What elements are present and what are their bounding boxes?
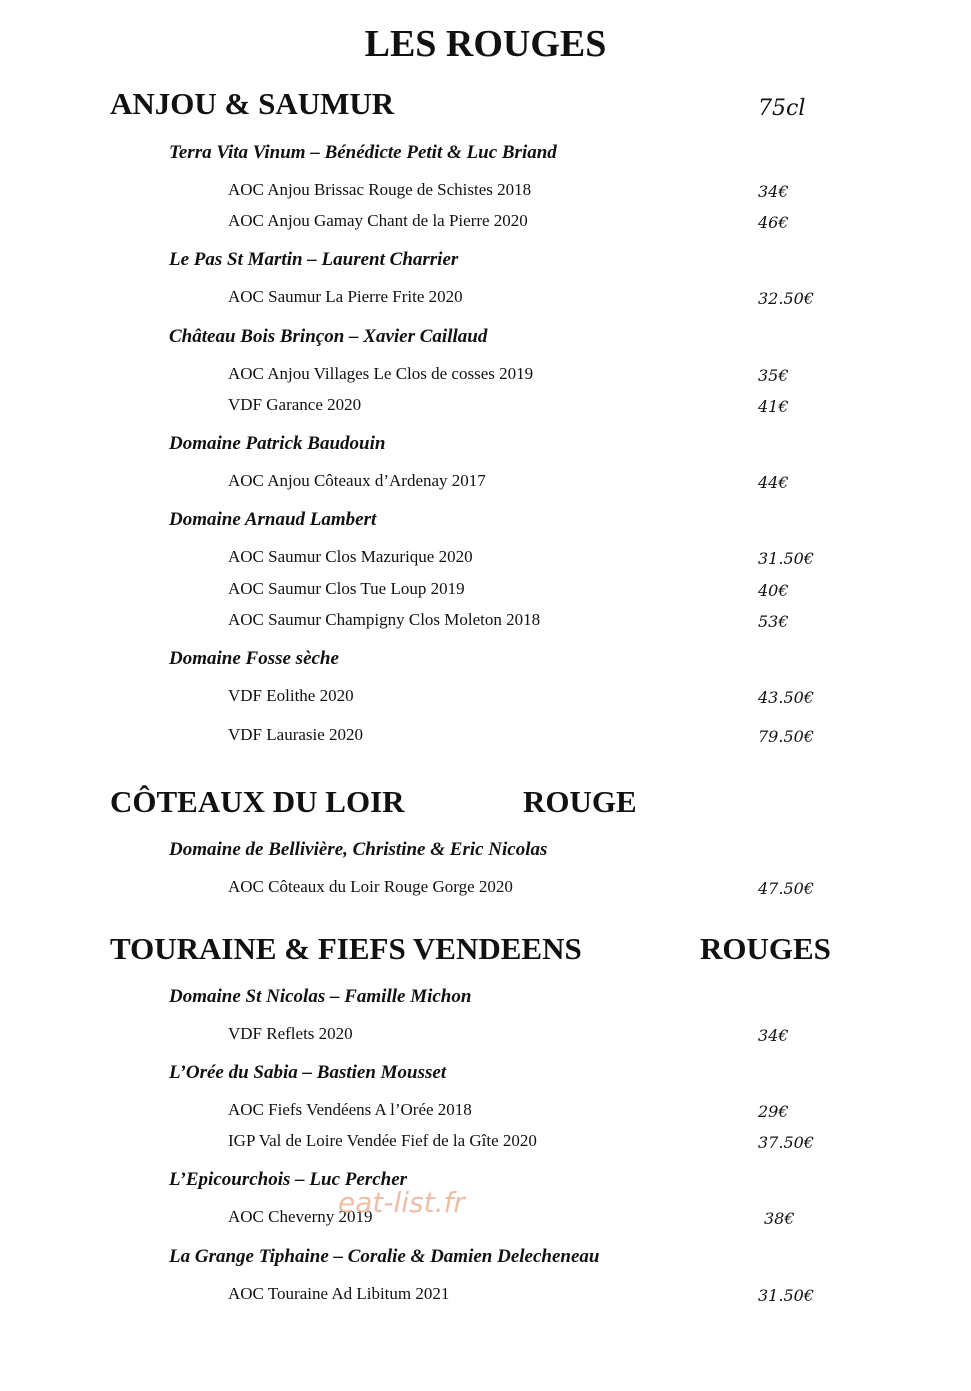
producer-name: La Grange Tiphaine – Coralie & Damien Delecheneau	[169, 1246, 600, 1267]
section-title-touraine-fiefs-vendeens: TOURAINE & FIEFS VENDEENS	[110, 931, 582, 966]
watermark: eat-list.fr	[338, 1186, 465, 1219]
wine-name: AOC Saumur Clos Tue Loup 2019	[228, 579, 465, 598]
wine-name: VDF Reflets 2020	[228, 1024, 353, 1043]
wine-name: AOC Saumur Champigny Clos Moleton 2018	[228, 610, 541, 629]
page-title: LES ROUGES	[364, 23, 607, 65]
wine-price: 34€	[758, 182, 789, 201]
producer-name: Domaine Patrick Baudouin	[169, 433, 386, 454]
producer-name: Domaine St Nicolas – Famille Michon	[169, 986, 472, 1007]
wine-name: AOC Saumur Clos Mazurique 2020	[228, 547, 473, 566]
wine-price: 46€	[758, 213, 789, 232]
wine-price: 79.50€	[758, 727, 814, 746]
wine-price: 43.50€	[758, 688, 814, 707]
wine-name: AOC Anjou Brissac Rouge de Schistes 2018	[228, 180, 532, 199]
wine-price: 44€	[758, 473, 789, 492]
wine-price: 37.50€	[758, 1133, 814, 1152]
section-title-anjou-saumur: ANJOU & SAUMUR	[110, 86, 395, 121]
producer-name: Domaine Fosse sèche	[169, 648, 339, 669]
wine-name: AOC Saumur La Pierre Frite 2020	[228, 287, 463, 306]
wine-name: VDF Eolithe 2020	[228, 686, 354, 705]
wine-name: AOC Touraine Ad Libitum 2021	[228, 1284, 450, 1303]
producer-name: Terra Vita Vinum – Bénédicte Petit & Luc Briand	[169, 142, 557, 163]
wine-name: VDF Garance 2020	[228, 395, 362, 414]
wine-name: IGP Val de Loire Vendée Fief de la Gîte 2020	[228, 1131, 537, 1150]
wine-price: 53€	[758, 612, 789, 631]
wine-price: 31.50€	[758, 1286, 814, 1305]
wine-name: AOC Cheverny 2019	[228, 1207, 373, 1226]
section-title-coteaux-du-loir: CÔTEAUX DU LOIR	[110, 784, 405, 819]
producer-name: L’Orée du Sabia – Bastien Mousset	[169, 1062, 447, 1083]
wine-price: 40€	[758, 581, 789, 600]
wine-price: 47.50€	[758, 879, 814, 898]
producer-name: Château Bois Brinçon – Xavier Caillaud	[169, 326, 488, 347]
wine-price: 29€	[758, 1102, 789, 1121]
wine-price: 35€	[758, 366, 789, 385]
wine-price: 41€	[758, 397, 789, 416]
wine-name: AOC Côteaux du Loir Rouge Gorge 2020	[228, 877, 513, 896]
producer-name: Domaine Arnaud Lambert	[169, 509, 377, 530]
wine-name: AOC Fiefs Vendéens A l’Orée 2018	[228, 1100, 472, 1119]
section-suffix: ROUGE	[523, 784, 637, 819]
volume-label: 75cl	[758, 96, 806, 121]
producer-name: Le Pas St Martin – Laurent Charrier	[169, 249, 459, 270]
wine-price: 31.50€	[758, 549, 814, 568]
wine-price: 34€	[758, 1026, 789, 1045]
section-suffix: ROUGES	[700, 931, 831, 966]
producer-name: Domaine de Bellivière, Christine & Eric Nicolas	[169, 839, 548, 860]
wine-name: AOC Anjou Gamay Chant de la Pierre 2020	[228, 211, 528, 230]
wine-name: AOC Anjou Côteaux d’Ardenay 2017	[228, 471, 486, 490]
wine-name: VDF Laurasie 2020	[228, 725, 364, 744]
wine-name: AOC Anjou Villages Le Clos de cosses 2019	[228, 364, 534, 383]
producer-name: L’Epicourchois – Luc Percher	[169, 1169, 408, 1190]
wine-price: 32.50€	[758, 289, 814, 308]
wine-price: 38€	[764, 1209, 795, 1228]
